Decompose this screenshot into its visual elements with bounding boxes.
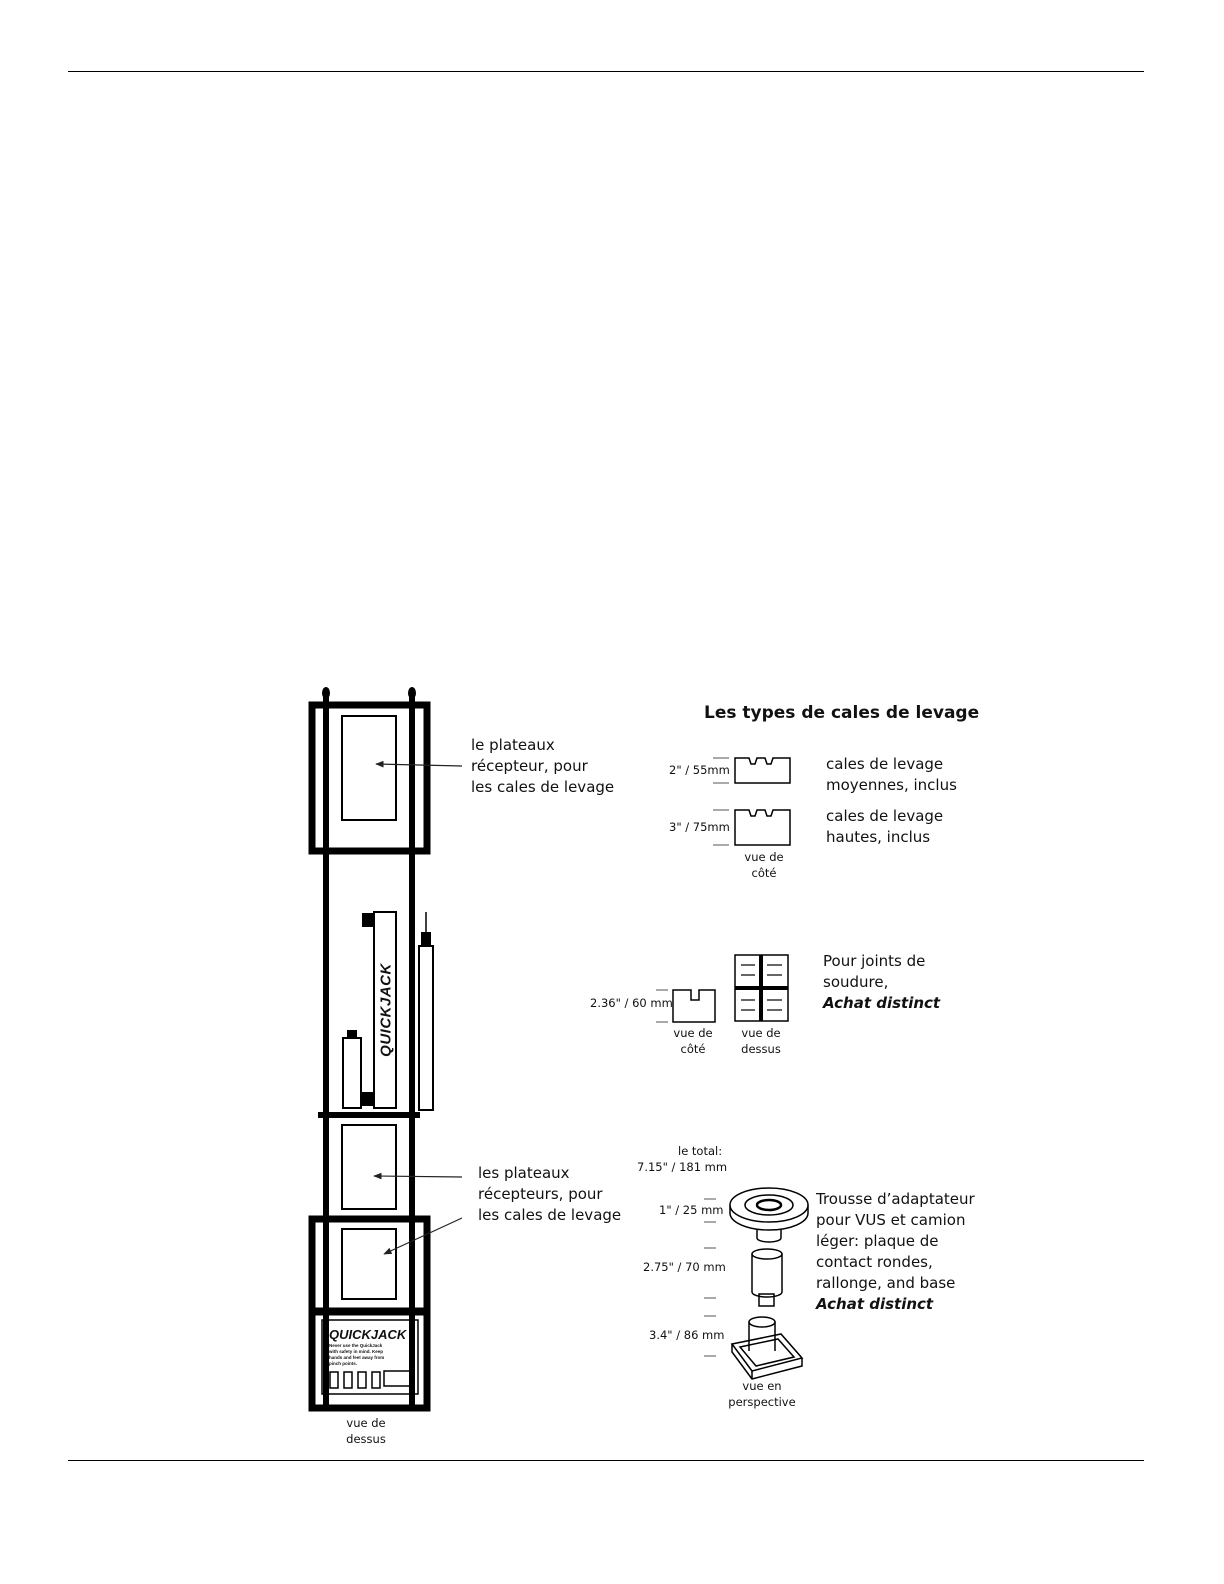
adapter-total-dim: 7.15" / 181 mm [637, 1160, 728, 1174]
diagram-title: Les types de cales de levage [704, 703, 980, 723]
adapter-label: Trousse d’adaptateur pour VUS et camion léger: plaque de contact rondes, rallonge, and base Achat distinct [816, 1190, 975, 1313]
adapter-extension-shape [752, 1249, 782, 1306]
adapter-pad-dim: 1" / 25 mm [659, 1203, 724, 1217]
pinch-weld-side-shape [673, 990, 715, 1022]
upper-tray-label: le plateaux récepteur, pour les cales de levage [471, 736, 615, 796]
panel-brand: QUICKJACK [329, 1327, 407, 1342]
pinch-weld-dim: 2.36" / 60 mm [590, 996, 673, 1010]
blocks-side-caption: vue de côté [744, 850, 784, 880]
adapter-base-shape [732, 1317, 802, 1379]
lower-tray-label: les plateaux récepteurs, pour les cales de levage [478, 1164, 622, 1224]
adapter-base-dim: 3.4" / 86 mm [649, 1328, 725, 1342]
adapter-purchase: Achat distinct [816, 1295, 934, 1313]
pinch-weld-side-caption: vue de côté [673, 1026, 713, 1056]
pinch-weld-top-caption: vue de dessus [741, 1026, 781, 1056]
adapter-total-label: le total: [678, 1144, 723, 1158]
tall-block-shape [735, 810, 790, 845]
adapter-pad-shape [730, 1188, 808, 1242]
pinch-weld-label: Pour joints de soudure, Achat distinct [823, 952, 941, 1012]
tall-block-label: cales de levage hautes, inclus [826, 807, 944, 846]
medium-block-dim: 2" / 55mm [669, 763, 730, 777]
adapter-extension-dim: 2.75" / 70 mm [643, 1260, 726, 1274]
pinch-weld-top-shape [735, 955, 788, 1021]
medium-block-label: cales de levage moyennes, inclus [826, 755, 957, 794]
medium-block-shape [735, 758, 790, 783]
panel-warning: Never use the QuickJack with safety in mind. Keep hands and feet away from pinch points. [329, 1343, 385, 1366]
quickjack-vertical-brand: QUICKJACK [377, 963, 395, 1057]
quickjack-top-view [312, 687, 433, 1410]
top-view-caption: vue de dessus [346, 1416, 386, 1446]
pinch-weld-purchase: Achat distinct [823, 994, 941, 1012]
tall-block-dim: 3" / 75mm [669, 820, 730, 834]
adapter-caption: vue en perspective [728, 1379, 796, 1409]
